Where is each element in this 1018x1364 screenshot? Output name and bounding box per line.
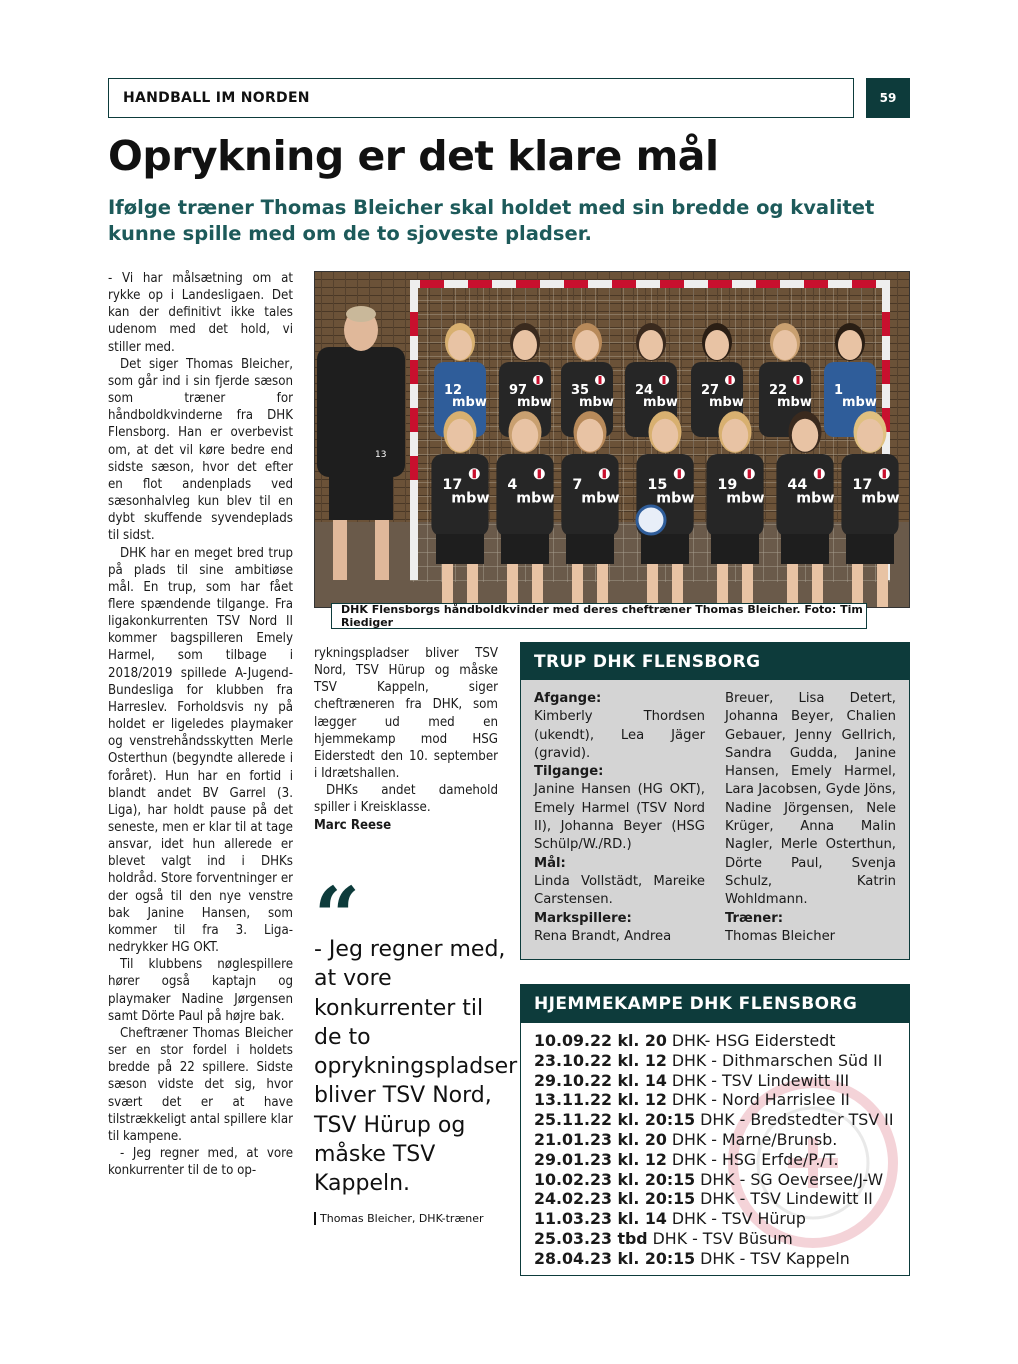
paragraph: Til klubbens nøglespillere hører også kaptajn og playmaker Nadine Jørgensen samt Dörte Paul på højre bak. [108, 957, 293, 1024]
section-title: HANDBALL IM NORDEN [123, 90, 310, 106]
sponsor-logo: mbw [842, 395, 877, 410]
player-leg [717, 564, 728, 608]
sponsor-logo: mbw [579, 395, 614, 410]
paragraph: Det siger Thomas Bleicher, som går ind i sin fjerde sæson som træner for håndboldkvinderne fra DHK Flensborg. Han er overbevist om, at det vil køre bedre end sidste sæson, hvor det efter en flot andenplads ved sæsonhalvleg kun blev til en dybt skuffende syvendeplads til sidst. [108, 356, 293, 544]
sponsor-logo: mbw [709, 395, 744, 410]
player-leg [812, 564, 823, 608]
article-headline: Oprykning er det klare mål [108, 132, 719, 180]
match-row [534, 1051, 909, 1071]
match-date: 29.01.23 kl. 12 [534, 1149, 667, 1169]
jersey-number: 19 [717, 477, 738, 494]
squad-box-content [521, 680, 909, 946]
match-opponents: DHK- HSG Eiderstedt [666, 1031, 836, 1050]
match-date: 23.10.22 kl. 12 [534, 1050, 667, 1070]
squad-box-title: TRUP DHK FLENSBORG [521, 643, 909, 680]
match-row [534, 1090, 909, 1110]
quote-mark-icon: “ [314, 869, 361, 963]
player-leg [742, 564, 753, 608]
paragraph: rykningspladser bliver TSV Nord, TSV Hürup og måske TSV Kappeln, siger cheftræneren fra DHK, som lægger ud med en hjemmekamp mod HSG Eiderstedt den 10. september i Idrætshallen. [314, 646, 498, 782]
sponsor-logo: mbw [656, 490, 695, 507]
section-header [108, 78, 854, 118]
sponsor-logo: mbw [643, 395, 678, 410]
jersey-number: 17 [442, 477, 463, 494]
player-shorts [781, 534, 829, 564]
paragraph: - Vi har målsætning om at rykke op i Landesligaen. Det kan der definitivt ikke tales udenom med det hold, vi stiller med. [108, 271, 293, 355]
match-opponents: DHK - HSG Erfde/P./T. [666, 1149, 839, 1169]
article-author: Marc Reese [314, 817, 392, 833]
match-opponents: DHK - Bredstedter TSV II [695, 1110, 894, 1130]
squad-column-2 [725, 690, 896, 946]
sponsor-logo: mbw [581, 490, 620, 507]
jersey-number: 35 [571, 383, 590, 398]
match-row [534, 1110, 909, 1130]
team-photo-illustration [315, 272, 910, 608]
sponsor-logo: mbw [452, 395, 487, 410]
match-date: 25.11.22 kl. 20:15 [534, 1110, 696, 1130]
jersey-number: 17 [852, 477, 873, 494]
match-date: 11.03.23 kl. 14 [534, 1209, 667, 1229]
markspillere-value-part: Rena Brandt, Andrea [534, 928, 672, 944]
markspillere-value-part: Breuer, Lisa Detert, Johanna Beyer, Chalien Gebauer, Jenny Gellrich, Sandra Gudda, Janine Hansen, Emely Harmel, Lara Jacobsen, Gyde Jöns, Nadine Jörgensen, Nele Krüger, Anna Malin Nagler, Merle Osterthun, Dörte Paul, Svenja Schulz, Katrin Wohldmann. [725, 691, 896, 908]
page-number: 59 [866, 78, 910, 118]
article-column-1 [108, 270, 293, 1285]
article-subheadline: Ifølge træner Thomas Bleicher skal holdet med sin bredde og kvalitet kunne spille med om de to sjoveste pladser. [108, 196, 875, 246]
sponsor-logo: mbw [796, 490, 835, 507]
player-leg [572, 564, 583, 608]
markspillere-label: Markspillere: [534, 910, 632, 926]
match-row [534, 1150, 909, 1170]
player-leg [647, 564, 658, 608]
paragraph: DHKs andet damehold spiller i Kreisklasse. [314, 783, 498, 816]
match-row [534, 1209, 909, 1229]
match-opponents: DHK - Nord Harrislee II [666, 1090, 850, 1110]
player-leg [787, 564, 798, 608]
player-leg [672, 564, 683, 608]
match-date: 28.04.23 kl. 20:15 [534, 1248, 696, 1268]
paragraph: Cheftræner Thomas Bleicher ser en stor fordel i holdets bredde på 22 spillere. Sidste sæson vidste det sig, hvor svært det er at have tilstrækkeligt antal spillere klar til kampene. [108, 1025, 293, 1144]
jersey-number: 1 [834, 383, 844, 398]
article-column-2 [314, 645, 498, 834]
jersey-number: 97 [509, 383, 528, 398]
home-matches-box [520, 984, 910, 1276]
player-shorts [846, 534, 894, 564]
afgange-label: Afgange: [534, 691, 602, 706]
paragraph: DHK har en meget bred trup på plads til sine ambitiøse mål. En trup, som har fået flere spændende tilgange. Fra ligakonkurrenten TSV Nord II kommer bagspilleren Emely Harmel, som tilbage i 2018/2019 spillede A-Jugend-Bundesliga for klubben fra Harreslev. Forholdsvis ny på holdet er ligeledes playmaker og venstrehåndsskytten Merle Osterthun (begyndte allerede i foråret). Hun har en fortid i blandt andet BV Garrel (3. Liga), har holdt pause på det seneste, men er klar til at tage ansvar, idet hun allerede er blevet valgt ind i DHKs holdråd. Store forventninger er der også til den nye venstre bak Janine Hansen, som kommer til fra 3. Liga-nedrykker HG OKT. [108, 545, 293, 956]
jersey-number: 4 [507, 477, 518, 494]
player-leg [532, 564, 543, 608]
player-shorts [566, 534, 614, 564]
jersey-number: 44 [787, 477, 808, 494]
match-opponents: DHK - TSV Lindewitt III [666, 1070, 850, 1090]
match-row [534, 1130, 909, 1150]
team-photo [314, 271, 910, 608]
maal-value: Linda Vollstädt, Mareike Carstensen. [534, 873, 705, 908]
player-shorts [436, 534, 484, 564]
match-date: 21.01.23 kl. 20 [534, 1129, 667, 1149]
tilgange-value: Janine Hansen (HG OKT), Emely Harmel (TSV Nord II), Johanna Beyer (HSG Schülp/W./RD.) [534, 782, 705, 853]
player-shorts [641, 534, 689, 564]
tilgange-label: Tilgange: [534, 764, 604, 780]
sponsor-logo: mbw [451, 490, 490, 507]
jersey-number: 7 [572, 477, 583, 494]
player-leg [597, 564, 608, 608]
match-opponents: DHK - TSV Büsum [647, 1228, 793, 1248]
sponsor-logo: mbw [861, 490, 900, 507]
squad-column-1 [534, 690, 705, 946]
match-opponents: DHK - TSV Hürup [666, 1209, 806, 1229]
match-row [534, 1189, 909, 1209]
sponsor-logo: mbw [516, 490, 555, 507]
handball-icon [637, 506, 665, 534]
traener-value: Thomas Bleicher [725, 928, 836, 944]
player-shorts [501, 534, 549, 564]
player-leg [507, 564, 518, 608]
match-date: 29.10.22 kl. 14 [534, 1070, 667, 1090]
player-leg [467, 564, 478, 608]
jersey-number: 12 [444, 383, 463, 398]
home-matches-list [521, 1023, 909, 1269]
player-leg [852, 564, 863, 608]
match-row [534, 1071, 909, 1091]
sponsor-logo: mbw [726, 490, 765, 507]
match-row [534, 1249, 909, 1269]
match-date: 10.02.23 kl. 20:15 [534, 1169, 696, 1189]
pull-quote: - Jeg regner med, at vore konkurrenter til de to oprykningspladser bliver TSV Nord, TSV Hürup og måske TSV Kappeln. [314, 937, 518, 1197]
afgange-value: Kimberly Thordsen (ukendt), Lea Jäger (gravid). [534, 709, 705, 761]
sponsor-logo: mbw [517, 395, 552, 410]
player-shorts [711, 534, 759, 564]
traener-label: Træner: [725, 910, 783, 926]
squad-box [520, 642, 910, 960]
match-row [534, 1170, 909, 1190]
match-opponents: DHK - Dithmarschen Süd II [666, 1050, 883, 1070]
match-date: 13.11.22 kl. 12 [534, 1090, 667, 1110]
match-opponents: DHK - SG Oeversee/J-W [695, 1169, 884, 1189]
match-row [534, 1031, 909, 1051]
jersey-number: 15 [647, 477, 668, 494]
match-date: 10.09.22 kl. 20 [534, 1031, 667, 1050]
jersey-number: 27 [701, 383, 720, 398]
match-opponents: DHK - Marne/Brunsb. [666, 1129, 838, 1149]
player-leg [877, 564, 888, 608]
match-date: 24.02.23 kl. 20:15 [534, 1189, 696, 1209]
pull-quote-author: Thomas Bleicher, DHK-træner [314, 1212, 484, 1225]
jersey-number: 22 [769, 383, 788, 398]
coach-number: 13 [375, 450, 387, 460]
match-date: 25.03.23 tbd [534, 1228, 648, 1248]
paragraph: - Jeg regner med, at vore konkurrenter til de to op- [108, 1145, 293, 1179]
sponsor-logo: mbw [777, 395, 812, 410]
match-opponents: DHK - TSV Lindewitt II [695, 1189, 873, 1209]
match-opponents: DHK - TSV Kappeln [695, 1248, 850, 1268]
home-matches-title: HJEMMEKAMPE DHK FLENSBORG [521, 985, 909, 1023]
match-row [534, 1229, 909, 1249]
maal-label: Mål: [534, 855, 566, 871]
jersey-number: 24 [635, 383, 654, 398]
player-leg [442, 564, 453, 608]
photo-caption: DHK Flensborgs håndboldkvinder med deres cheftræner Thomas Bleicher. Foto: Tim Riediger [331, 603, 867, 629]
